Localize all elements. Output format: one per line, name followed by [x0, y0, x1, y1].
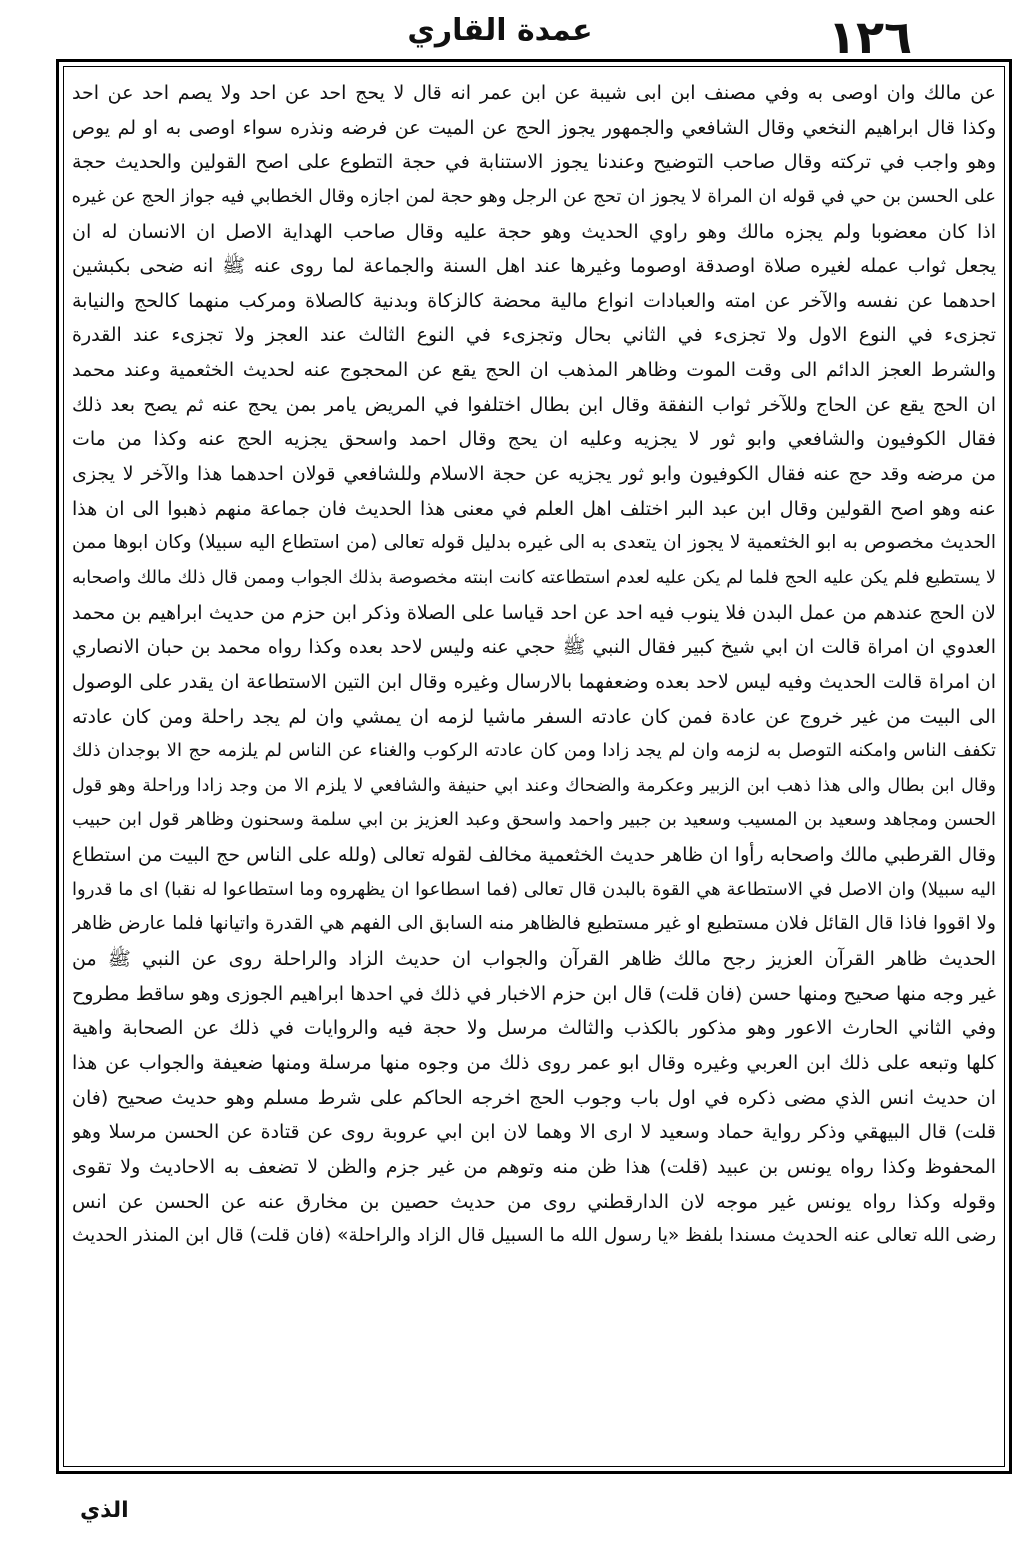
text-line: غير وجه منها صحيح ومنها حسن (فان قلت) قال ابن حزم الاخبار في ذلك في احدها ابراهيم الجوزى وهو ساقط مطروح: [72, 982, 996, 1005]
text-line: وقال ابن بطال والى هذا ذهب ابن الزبير وعكرمة والضحاك وعند ابي حنيفة والشافعي لا يلزم الا من وجد زادا وراحلة وهو قول: [72, 775, 996, 796]
text-body: [72, 76, 996, 1254]
text-line: كلها وتبعه على ذلك ابن العربي وغيره وقال ابو عمر روى ذلك من وجوه منها مرسلة ومنها ضعيفة والجواب عن هذا: [72, 1051, 996, 1074]
text-line: ولا اقووا فاذا قال القائل فلان مستطيع او غير مستطيع فالظاهر منه السابق الى الفهم هي القدرة واتيانها فلما عارض ظاهر: [72, 913, 996, 935]
text-line: اليه سبيلا) وان الاصل في الاستطاعة هي القوة بالبدن قال تعالى (فما اسطاعوا ان يظهروه وما استطاعوا له نقبا) اى ما قدروا: [72, 878, 996, 900]
text-line: رضى الله تعالى عنه الحديث مسندا بلفظ «يا رسول الله ما السبيل قال الزاد والراحلة» (فان قلت) قال ابن المنذر الحديث: [72, 1225, 996, 1247]
text-line: من مرضه وقد حج عنه فقال الكوفيون وابو ثور يجزيه عن حجة الاسلام وللشافعي قولان احدهما هذا والآخر لا يجزى: [72, 463, 996, 486]
text-line: ان حديث انس الذي مضى ذكره في اول باب وجوب الحج اخرجه الحاكم على شرط مسلم وهو حديث صحيح (فان: [72, 1086, 996, 1109]
text-line: وكذا قال ابراهيم النخعي وقال الشافعي والجمهور يجوز الحج عن الميت عن فرضه ونذره سواء اوصى به او لم يوص: [72, 116, 996, 139]
text-line: ان امراة قالت الحديث وفيه ليس لاحد بعده وضعفهما بالارسال وغيره وقال ابن التين الاستطاعة ان يقدر على الوصول: [72, 670, 996, 693]
text-line: احدهما عن نفسه والآخر عن امته والعبادات انواع مالية محضة كالزكاة وبدنية كالصلاة ومركب منهما كالحج والنيابة: [72, 289, 996, 312]
text-line: تكفف الناس وامكنه التوصل به لزمه وان لم يجد زادا ومن كان عادته الركوب والغناء عن الناس لم يلزمه حج الا بوجدان ذلك: [72, 740, 996, 762]
text-line: عنه وهو اصح القولين وقال ابن عبد البر اختلف اهل العلم في معنى هذا الحديث فان جماعة منهم ذهبوا الى ان هذا: [72, 497, 996, 520]
text-line: الحديث مخصوص به ابو الخثعمية لا يجوز ان يتعدى به الى غيره بدليل قوله تعالى (من استطاع اليه سبيلا) وكان ابوها ممن: [72, 532, 996, 554]
text-line: لان الحج عندهم من عمل البدن فلا ينوب فيه احد عن احد قياسا على الصلاة وذكر ابن حزم من حديث ابراهيم بن محمد: [72, 601, 996, 624]
text-line: عن مالك وان اوصى به وفي مصنف ابن ابى شيبة عن ابن عمر انه قال لا يحج احد عن احد ولا يصم احد عن احد: [72, 82, 996, 104]
text-line: وقال القرطبي مالك واصحابه رأوا ان ظاهر حديث الخثعمية مخالف لقوله تعالى (ولله على الناس حج البيت من استطاع: [72, 844, 996, 867]
text-line: وقوله وكذا رواه يونس غير موجه لان الدارقطني روى من حديث حصين بن مخارق عنه عن الحسن عن انس: [72, 1190, 996, 1213]
text-line: ان الحج يقع عن الحاج وللآخر ثواب النفقة وقال ابن بطال اختلفوا في المريض يامر بمن يحج عنه ثم يصح بعد ذلك: [72, 393, 996, 416]
text-line: وفي الثاني الحارث الاعور وهو مذكور بالكذب والثالث مرسل ولا حجة فيه والروايات في ذلك عن الصحابة واهية: [72, 1017, 996, 1040]
text-line: فقال الكوفيون والشافعي وابو ثور لا يجزيه وعليه ان يحج وقال احمد واسحق يجزيه الحج عنه وكذا من مات: [72, 428, 996, 451]
text-line: وهو واجب في تركته وقال صاحب التوضيح وعندنا يجوز الاستنابة في حجة التطوع على اصح القولين والحديث حجة: [72, 151, 996, 174]
text-line: العدوي ان امراة قالت ان ابي شيخ كبير فقال النبي ﷺ حجي عنه وليس لاحد بعده وكذا رواه محمد بن حبان الانصاري: [72, 636, 996, 659]
text-line: اذا كان معضوبا ولم يجزه مالك وهو راوي الحديث وهو حجة عليه وقال صاحب الهداية الاصل ان الانسان له ان: [72, 220, 996, 243]
text-line: الحسن ومجاهد وسعيد بن المسيب وسعيد بن جبير واحمد واسحق وعبد العزيز بن ابي سلمة وسحنون وظاهر قول ابن حبيب: [72, 809, 996, 831]
page-number: ١٢٦: [827, 10, 913, 64]
text-line: لا يستطيع فلم يكن عليه الحج فلما لم يكن عليه لعدم استطاعته كانت ابنته مخصوصة بذلك الجواب وممن قال ذلك مالك واصحابه: [72, 567, 996, 588]
text-line: يجعل ثواب عمله لغيره صلاة اوصدقة اوصوما وغيرها عند اهل السنة والجماعة لما روى عنه ﷺ انه ضحى بكبشين: [72, 255, 996, 278]
text-line: تجزىء في النوع الاول ولا تجزىء في الثاني بحال وتجزىء في النوع الثالث عند العجز ولا تجزىء عند القدرة: [72, 324, 996, 347]
running-title: عمدة القاري: [407, 13, 593, 48]
text-line: على الحسن بن حي في قوله ان المراة لا يجوز ان تحج عن الرجل وهو حجة لمن اجازه وقال الخطابي فيه جواز الحج عن غيره: [72, 185, 996, 207]
text-line: المحفوظ وكذا رواه يونس بن عبيد (قلت) هذا ظن منه وتوهم من غير جزم والظن لا تضعف به الاحاديث ولا تقوى: [72, 1155, 996, 1178]
text-line: قلت) قال البيهقي وذكر رواية حماد وسعيد لا ارى الا وهما لان ابن ابي عروبة روى عن قتادة عن الحسن مرسلا وهو: [72, 1121, 996, 1144]
catchword: الذي: [80, 1498, 129, 1523]
text-line: الحديث ظاهر القرآن العزيز رجح مالك ظاهر القرآن والجواب ان حديث الزاد والراحلة روى عن النبي ﷺ من: [72, 948, 996, 971]
text-line: الى البيت من غير خروج عن عادة فمن كان عادته السفر ماشيا لزمه ان يمشي وان لم يجد راحلة ومن كان عادته: [72, 705, 996, 728]
text-line: والشرط العجز الدائم الى وقت الموت وظاهر المذهب ان الحج يقع عن المحجوج عنه لحديث الخثعمية وعند محمد: [72, 359, 996, 382]
